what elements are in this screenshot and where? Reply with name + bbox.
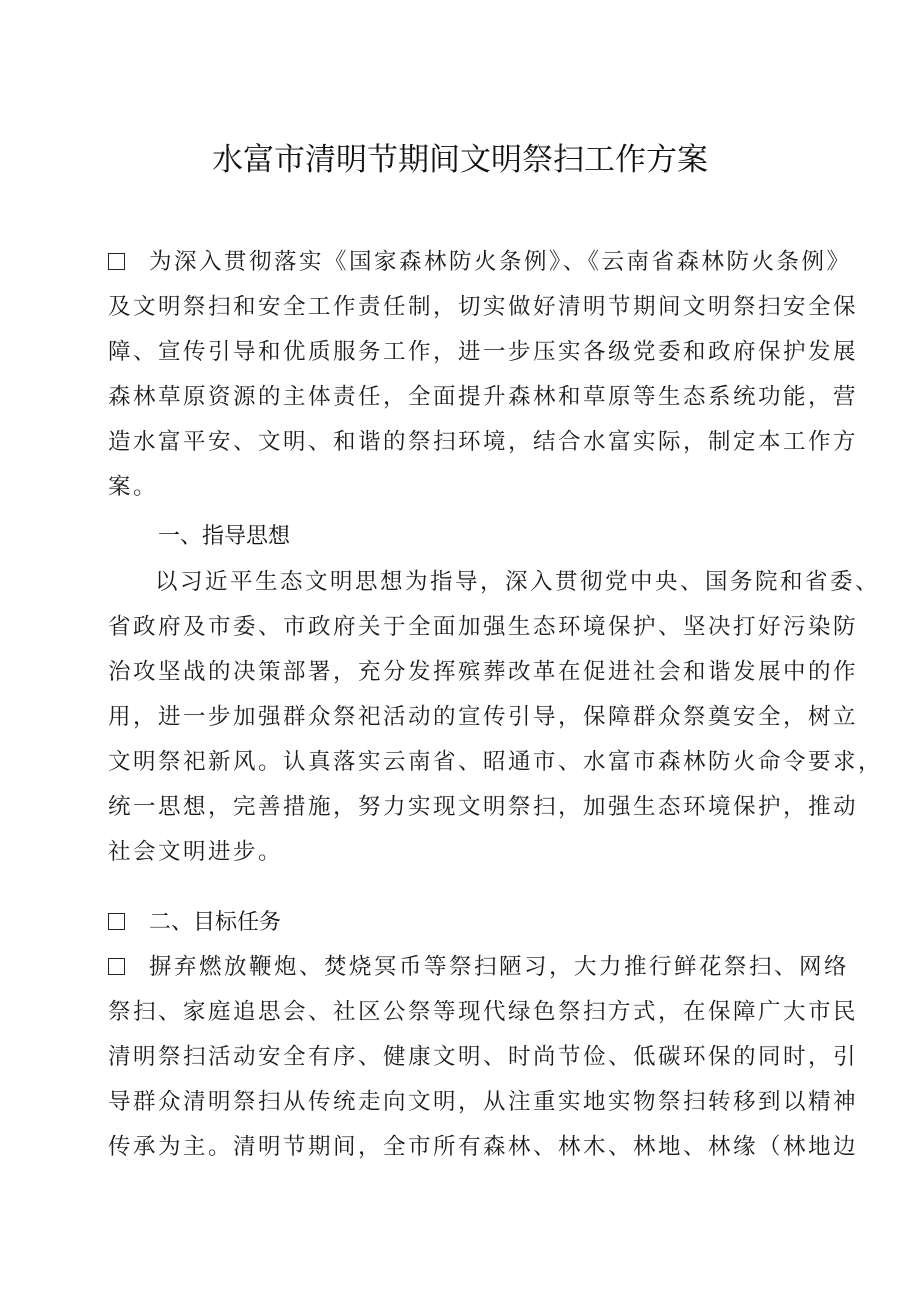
text-line: 导群众清明祭扫从传统走向文明，从注重实地实物祭扫转移到以精神 xyxy=(108,1089,859,1115)
checkbox-glyph-icon xyxy=(108,958,125,975)
section1-paragraph xyxy=(108,560,884,875)
text-line: 用，进一步加强群众祭祀活动的宣传引导，保障群众祭奠安全，树立 xyxy=(108,704,859,730)
intro-paragraph xyxy=(108,240,859,510)
text-line: 障、宣传引导和优质服务工作，进一步压实各级党委和政府保护发展 xyxy=(108,339,859,365)
text-line: 文明祭祀新风。认真落实云南省、昭通市、水富市森林防火命令要求， xyxy=(108,749,884,775)
section2-paragraph xyxy=(108,945,859,1170)
checkbox-glyph-icon xyxy=(108,253,125,270)
text-line: 摒弃燃放鞭炮、焚烧冥币等祭扫陋习，大力推行鲜花祭扫、网络 xyxy=(108,945,808,990)
text-line: 造水富平安、文明、和谐的祭扫环境，结合水富实际，制定本工作方 xyxy=(108,429,859,455)
text-line: 统一思想，完善措施，努力实现文明祭扫，加强生态环境保护，推动 xyxy=(108,794,859,820)
text-line: 以习近平生态文明思想为指导，深入贯彻党中央、国务院和省委、 xyxy=(155,569,881,595)
checkbox-glyph-icon xyxy=(108,913,125,930)
document-title: 水富市清明节期间文明祭扫工作方案 xyxy=(212,142,708,178)
section-heading-targets: 二、目标任务 xyxy=(108,905,281,936)
text-line: 森林草原资源的主体责任，全面提升森林和草原等生态系统功能，营 xyxy=(108,384,859,410)
text-line: 传承为主。清明节期间，全市所有森林、林木、林地、林缘（林地边 xyxy=(108,1134,859,1160)
text-line: 治攻坚战的决策部署，充分发挥殡葬改革在促进社会和谐发展中的作 xyxy=(108,659,859,685)
text-line: 为深入贯彻落实《国家森林防火条例》、《云南省森林防火条例》 xyxy=(108,240,830,285)
text-line: 祭扫、家庭追思会、社区公祭等现代绿色祭扫方式，在保障广大市民 xyxy=(108,999,859,1025)
text-line: 案。 xyxy=(108,474,159,500)
text-line: 社会文明进步。 xyxy=(108,839,284,865)
text-line: 及文明祭扫和安全工作责任制，切实做好清明节期间文明祭扫安全保 xyxy=(108,294,859,320)
section-heading-guiding-ideology: 一、指导思想 xyxy=(158,524,291,549)
text-line: 省政府及市委、市政府关于全面加强生态环境保护、坚决打好污染防 xyxy=(108,614,859,640)
text-line: 清明祭扫活动安全有序、健康文明、时尚节俭、低碳环保的同时，引 xyxy=(108,1044,859,1070)
